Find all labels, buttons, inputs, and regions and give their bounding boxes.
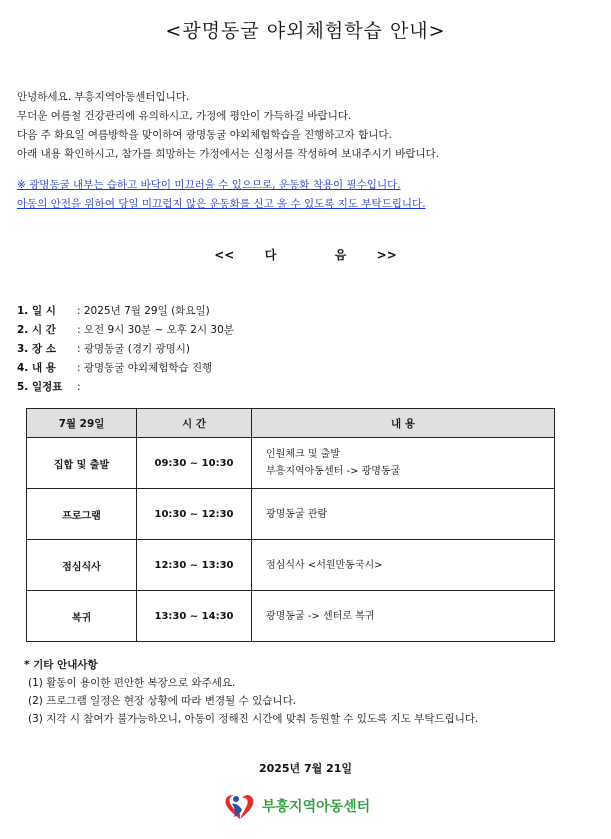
additional-info-heading: * 기타 안내사항 — [24, 659, 98, 671]
heading-open: << — [214, 248, 235, 262]
intro-line: 안녕하세요. 부흥지역아동센터입니다. — [17, 91, 190, 103]
activity-time: 13:30 ~ 14:30 — [137, 591, 252, 642]
section-heading — [0, 246, 611, 263]
header-content: 내 용 — [252, 409, 555, 438]
heading-close: >> — [376, 248, 397, 262]
intro-line: 다음 주 화요일 여름방학을 맞이하여 광명동굴 야외체험학습을 진행하고자 합니다. — [17, 129, 392, 141]
intro-line: 무더운 여름철 건강관리에 유의하시고, 가정에 평안이 가득하길 바랍니다. — [17, 110, 352, 122]
detail-row — [17, 302, 234, 321]
detail-label: 5. 일정표 — [17, 381, 63, 393]
activity-content — [252, 489, 555, 540]
info-item: (1) 활동이 용이한 편안한 복장으로 와주세요. — [28, 677, 236, 689]
table-row — [27, 540, 555, 591]
schedule-table — [26, 408, 555, 642]
safety-notice — [17, 176, 426, 214]
content-line: 광명동굴 관람 — [266, 508, 328, 520]
detail-label: 1. 일 시 — [17, 305, 56, 317]
content-line: 광명동굴 -> 센터로 복귀 — [266, 610, 375, 622]
table-row — [27, 591, 555, 642]
activity-content — [252, 540, 555, 591]
detail-value: : 광명동굴 야외체험학습 진행 — [77, 362, 213, 374]
additional-info — [24, 656, 478, 728]
detail-row — [17, 359, 234, 378]
activity-name: 집합 및 출발 — [27, 438, 137, 489]
heading-eum: 음 — [334, 248, 347, 262]
activity-name: 프로그램 — [27, 489, 137, 540]
detail-value: : 2025년 7월 29일 (화요일) — [77, 305, 210, 317]
activity-time: 12:30 ~ 13:30 — [137, 540, 252, 591]
header-date: 7월 29일 — [27, 409, 137, 438]
detail-value: : 오전 9시 30분 ~ 오후 2시 30분 — [77, 324, 234, 336]
detail-row — [17, 340, 234, 359]
table-row — [27, 438, 555, 489]
activity-content — [252, 438, 555, 489]
content-line: 인원체크 및 출발 — [266, 449, 340, 460]
detail-label: 4. 내 용 — [17, 362, 56, 374]
detail-value: : 광명동굴 (경기 광명시) — [77, 343, 191, 355]
info-item: (3) 지각 시 참여가 불가능하오니, 아동이 정해진 시간에 맞춰 등원할 수 있도록 지도 부탁드립니다. — [28, 713, 479, 725]
detail-value: : — [77, 381, 81, 393]
activity-name: 복귀 — [27, 591, 137, 642]
intro-paragraph — [17, 88, 439, 164]
center-logo — [222, 790, 370, 822]
event-details — [17, 302, 234, 397]
detail-label: 3. 장 소 — [17, 343, 56, 355]
detail-row — [17, 378, 234, 397]
activity-name: 점심식사 — [27, 540, 137, 591]
activity-time: 09:30 ~ 10:30 — [137, 438, 252, 489]
table-header-row — [27, 409, 555, 438]
table-row — [27, 489, 555, 540]
heart-figure-icon — [222, 790, 258, 822]
logo-text: 부흥지역아동센터 — [262, 799, 371, 815]
detail-row — [17, 321, 234, 340]
content-line: 점심식사 <서원만동국시> — [266, 559, 383, 571]
notice-line: ※ 광명동굴 내부는 습하고 바닥이 미끄러울 수 있으므로, 운동화 착용이 필수입니다. — [17, 179, 401, 191]
document-date: 2025년 7월 21일 — [258, 762, 353, 775]
notice-line: 아동의 안전을 위하여 당일 미끄럽지 않은 운동화를 신고 올 수 있도록 지도 부탁드립니다. — [17, 198, 426, 210]
header-time: 시 간 — [137, 409, 252, 438]
heading-da: 다 — [264, 248, 277, 262]
activity-content — [252, 591, 555, 642]
content-line: 부흥지역아동센터 -> 광명동굴 — [266, 466, 401, 477]
activity-time: 10:30 ~ 12:30 — [137, 489, 252, 540]
detail-label: 2. 시 간 — [17, 324, 56, 336]
intro-line: 아래 내용 확인하시고, 참가를 희망하는 가정에서는 신청서를 작성하여 보내주시기 바랍니다. — [17, 148, 440, 160]
page-title: <광명동굴 야외체험학습 안내> — [165, 20, 446, 42]
info-item: (2) 프로그램 일정은 현장 상황에 따라 변경될 수 있습니다. — [28, 695, 297, 707]
